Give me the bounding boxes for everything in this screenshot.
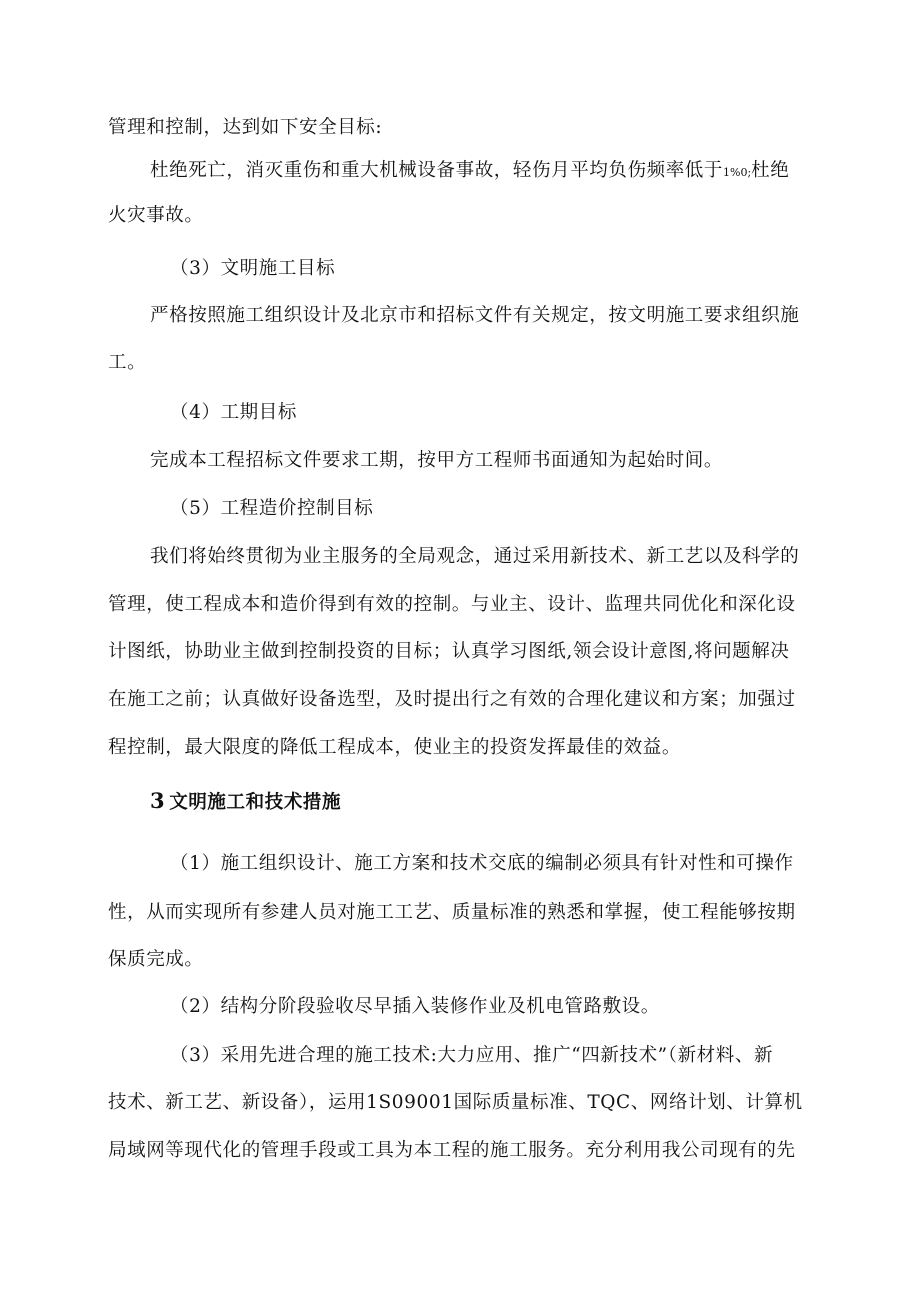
paragraph-line: 工。: [108, 352, 147, 373]
paragraph-line: 技术、新工艺、新设备），运用1S09001国际质量标准、TQC、网络计划、计算机: [108, 1092, 803, 1113]
paragraph-line: 严格按照施工组织设计及北京市和招标文件有关规定，按文明施工要求组织施: [150, 305, 800, 326]
line-text: 杜绝死亡，消灭重伤和重大机械设备事故，轻伤月平均负伤频率低于: [150, 160, 724, 181]
paragraph-line: 我们将始终贯彻为业主服务的全局观念，通过采用新技术、新工艺以及科学的: [150, 546, 800, 567]
paragraph-line: （3）采用先进合理的施工技术:大力应用、推广“四新技术”（新材料、新: [170, 1045, 774, 1066]
paragraph-line: 局域网等现代化的管理手段或工具为本工程的施工服务。充分利用我公司现有的先: [108, 1140, 796, 1161]
paragraph-line: 完成本工程招标文件要求工期，按甲方工程师书面通知为起始时间。: [150, 450, 724, 471]
paragraph-line: 性，从而实现所有参建人员对施工工艺、质量标准的熟悉和掌握，使工程能够按期: [108, 902, 796, 923]
section-subtitle: （5）工程造价控制目标: [170, 498, 374, 519]
paragraph-line: （1）施工组织设计、施工方案和技术交底的编制必须具有针对性和可操作: [170, 853, 794, 874]
paragraph-line: [150, 159, 789, 185]
section-subtitle: （4）工期目标: [170, 402, 297, 423]
line-text: 杜绝: [751, 160, 790, 181]
paragraph-line: （2）结构分阶段验收尽早插入装修作业及机电管路敷设。: [170, 996, 660, 1017]
section-number: 3: [150, 788, 166, 813]
paragraph-line: 计图纸，协助业主做到控制投资的目标；认真学习图纸,领会设计意图,将问题解决: [108, 641, 790, 662]
rate-value: 1%0;: [723, 166, 752, 179]
section-title: 文明施工和技术措施: [169, 792, 342, 813]
section-subtitle: （3）文明施工目标: [170, 258, 336, 279]
paragraph-line: 在施工之前；认真做好设备选型，及时提出行之有效的合理化建议和方案；加强过: [108, 689, 796, 710]
paragraph-line: 管理，使工程成本和造价得到有效的控制。与业主、设计、监理共同优化和深化设: [108, 594, 796, 615]
paragraph-line: 管理和控制，达到如下安全目标:: [108, 117, 383, 138]
section-heading: [150, 789, 341, 815]
paragraph-line: 程控制，最大限度的降低工程成本，使业主的投资发挥最佳的效益。: [108, 737, 682, 758]
paragraph-line: 火灾事故。: [108, 205, 204, 226]
paragraph-line: 保质完成。: [108, 949, 204, 970]
